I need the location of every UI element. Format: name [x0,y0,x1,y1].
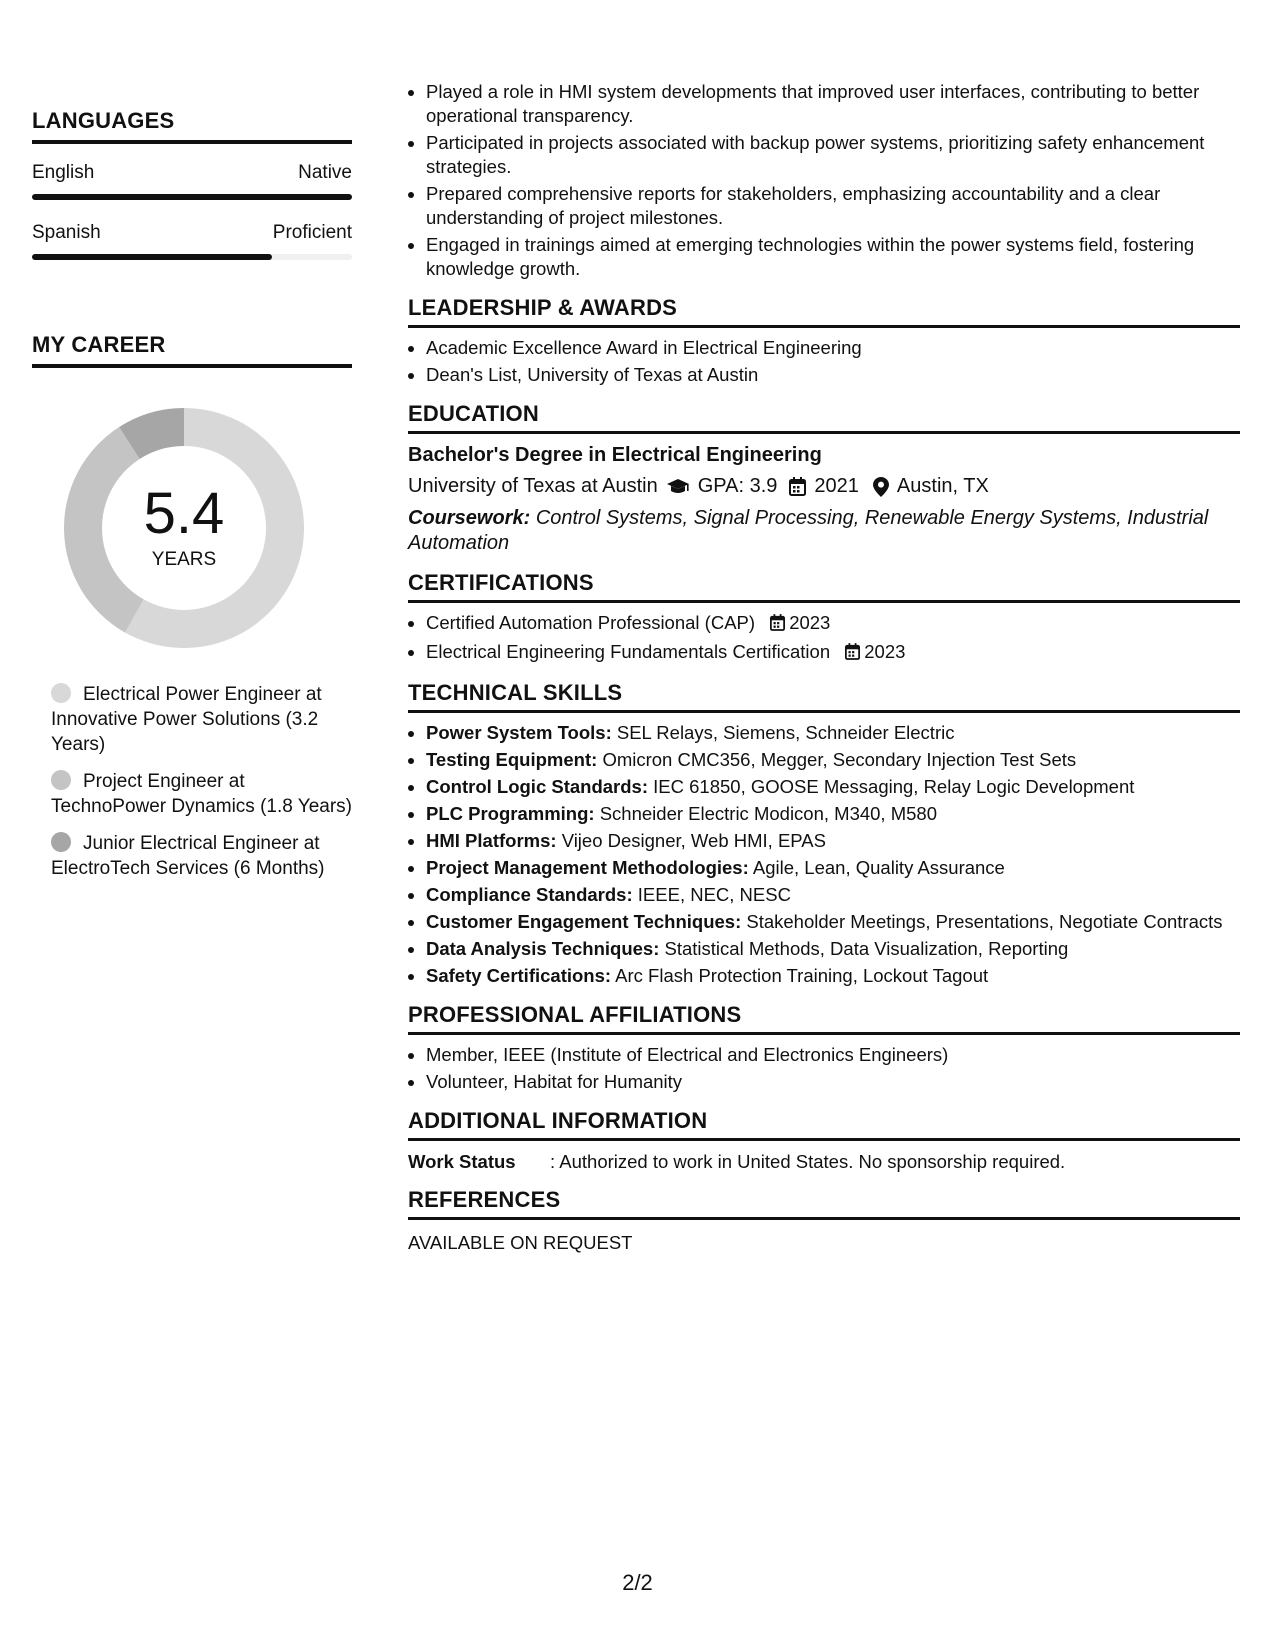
skill-label: Control Logic Standards: [426,776,648,797]
work-status-value: : Authorized to work in United States. No sponsorship required. [550,1151,1066,1172]
education-title: EDUCATION [408,401,1240,434]
skill-item [426,775,1240,799]
language-proficiency-fill [32,254,272,260]
language-proficiency-bar [32,254,352,260]
language-name: Spanish [32,222,101,243]
career-legend-item [51,831,352,881]
list-item [426,640,1240,666]
skill-label: Customer Engagement Techniques: [426,911,742,932]
skill-value: IEC 61850, GOOSE Messaging, Relay Logic Development [653,776,1135,797]
affiliations-title: PROFESSIONAL AFFILIATIONS [408,1002,1240,1035]
education-meta [408,475,1240,498]
skill-item [426,910,1240,934]
certification-year: 2023 [864,641,906,662]
language-proficiency-bar [32,194,352,200]
references-title: REFERENCES [408,1187,1240,1220]
legend-label: Project Engineer at TechnoPower Dynamics (1.8 Years) [51,771,352,817]
education-school: University of Texas at Austin [408,475,658,497]
legend-dot-icon [51,683,71,703]
career-legend-item [51,769,352,819]
language-level: Proficient [272,222,352,243]
skill-value: Statistical Methods, Data Visualization, Reporting [664,938,1069,959]
certifications-title: CERTIFICATIONS [408,570,1240,603]
legend-dot-icon [51,832,71,852]
list-item [426,611,1240,637]
skill-value: Omicron CMC356, Megger, Secondary Injection Test Sets [602,749,1077,770]
legend-dot-icon [51,770,71,790]
skill-value: Schneider Electric Modicon, M340, M580 [599,803,937,824]
legend-label: Electrical Power Engineer at Innovative Power Solutions (3.2 Years) [51,684,322,755]
language-name: English [32,162,95,183]
language-proficiency-fill [32,194,352,200]
additional-title: ADDITIONAL INFORMATION [408,1108,1240,1141]
career-title: MY CAREER [32,332,352,368]
list-item: • Member, IEEE (Institute of Electrical and Electronics Engineers) [426,1043,1240,1067]
list-item: • Participated in projects associated with backup power systems, prioritizing safety enhancement strategies. [426,131,1240,179]
list-item: • Prepared comprehensive reports for stakeholders, emphasizing accountability and a clear understanding of project milestones. [426,182,1240,230]
education-year: 2021 [814,475,859,497]
list-item: • Volunteer, Habitat for Humanity [426,1070,1240,1094]
legend-label: Junior Electrical Engineer at ElectroTech Services (6 Months) [51,833,325,879]
coursework-text: Control Systems, Signal Processing, Renewable Energy Systems, Industrial Automation [408,507,1209,554]
skill-label: PLC Programming: [426,803,595,824]
coursework-label: Coursework: [408,507,531,529]
experience-bullets [408,80,1240,281]
sidebar [32,108,352,893]
skill-label: Data Analysis Techniques: [426,938,660,959]
skill-item [426,721,1240,745]
skill-item [426,856,1240,880]
work-status-row [408,1151,1240,1173]
skill-label: Project Management Methodologies: [426,857,749,878]
calendar-icon [770,613,785,637]
list-item: • Academic Excellence Award in Electrical Engineering [426,336,1240,360]
certification-name: Electrical Engineering Fundamentals Certification [426,641,831,662]
leadership-title: LEADERSHIP & AWARDS [408,295,1240,328]
skill-item [426,883,1240,907]
education-degree: Bachelor's Degree in Electrical Engineering [408,444,822,466]
list-item: • Dean's List, University of Texas at Austin [426,363,1240,387]
skill-value: Agile, Lean, Quality Assurance [752,857,1005,878]
references-text: AVAILABLE ON REQUEST [408,1232,633,1253]
certification-year: 2023 [789,612,831,633]
calendar-icon [789,477,806,496]
language-level: Native [298,162,352,183]
skill-label: Testing Equipment: [426,749,598,770]
calendar-icon [845,642,860,666]
skill-item [426,748,1240,772]
career-total-unit: YEARS [151,549,217,570]
work-status-label: Work Status [408,1151,516,1172]
list-item: • Played a role in HMI system developments that improved user interfaces, contributing to better operational transparency. [426,80,1240,128]
skill-item [426,829,1240,853]
education-coursework [408,506,1240,556]
education-location: Austin, TX [896,475,989,497]
graduation-cap-icon [666,478,690,496]
education-gpa: GPA: 3.9 [697,475,778,497]
main-content [408,80,1240,1254]
skill-item [426,937,1240,961]
skill-value: Arc Flash Protection Training, Lockout Tagout [615,965,989,986]
certification-name: Certified Automation Professional (CAP) [426,612,756,633]
skill-label: Power System Tools: [426,722,612,743]
skills-list [408,721,1240,988]
map-pin-icon [873,477,889,497]
language-item [32,162,352,200]
career-legend [51,682,352,881]
skill-value: SEL Relays, Siemens, Schneider Electric [616,722,955,743]
skill-label: HMI Platforms: [426,830,557,851]
skill-value: IEEE, NEC, NESC [637,884,791,905]
skill-value: Vijeo Designer, Web HMI, EPAS [561,830,826,851]
skills-title: TECHNICAL SKILLS [408,680,1240,713]
career-donut-chart [64,408,304,648]
language-item [32,222,352,260]
career-total-value: 5.4 [143,481,225,546]
skill-label: Compliance Standards: [426,884,633,905]
skill-value: Stakeholder Meetings, Presentations, Negotiate Contracts [746,911,1223,932]
skill-item [426,802,1240,826]
languages-title: LANGUAGES [32,108,352,144]
skill-item [426,964,1240,988]
career-legend-item [51,682,352,757]
leadership-list [408,336,1240,387]
skill-label: Safety Certifications: [426,965,612,986]
affiliations-list [408,1043,1240,1094]
list-item: • Engaged in trainings aimed at emerging technologies within the power systems field, fostering knowledge growth. [426,233,1240,281]
certifications-list [408,611,1240,666]
page-number: 2/2 [622,1570,653,1595]
